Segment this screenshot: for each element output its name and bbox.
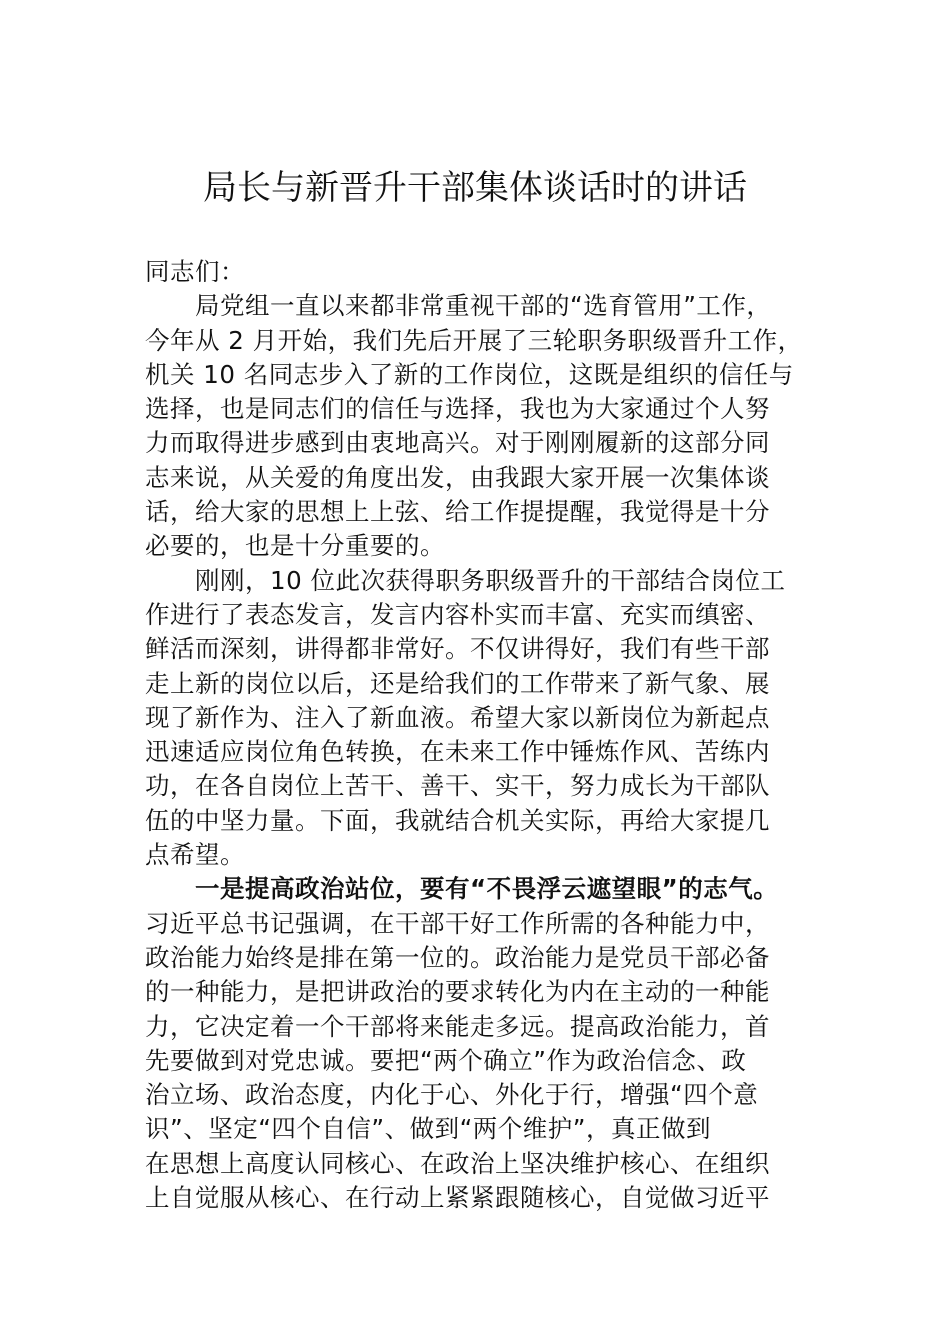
body-line: 鲜活而深刻，讲得都非常好。不仅讲得好，我们有些干部 [145, 634, 770, 664]
body-line: 的一种能力，是把讲政治的要求转化为内在主动的一种能 [145, 977, 770, 1007]
document-title: 局长与新晋升干部集体谈话时的讲话 [203, 168, 747, 208]
body-line: 治立场、政治态度，内化于心、外化于行，增强“四个意 [145, 1080, 759, 1110]
body-line: 政治能力始终是排在第一位的。政治能力是党员干部必备 [145, 942, 770, 972]
body-line: 习近平总书记强调，在干部干好工作所需的各种能力中， [145, 908, 770, 938]
body-line: 必要的，也是十分重要的。 [145, 531, 445, 561]
body-line: 迅速适应岗位角色转换，在未来工作中锤炼作风、苦练内 [145, 737, 770, 767]
body-line: 力，它决定着一个干部将来能走多远。提高政治能力，首 [145, 1011, 770, 1041]
body-line: 先要做到对党忠诚。要把“两个确立”作为政治信念、政 [145, 1045, 747, 1075]
document-body [145, 255, 835, 1215]
section-heading-line: 一是提高政治站位，要有“不畏浮云遮望眼”的志气。 [145, 874, 779, 904]
body-line: 话，给大家的思想上上弦、给工作提提醒，我觉得是十分 [145, 497, 770, 527]
body-line: 伍的中坚力量。下面，我就结合机关实际，再给大家提几 [145, 805, 770, 835]
body-line: 作进行了表态发言，发言内容朴实而丰富、充实而缜密、 [145, 599, 770, 629]
body-line: 走上新的岗位以后，还是给我们的工作带来了新气象、展 [145, 668, 770, 698]
body-line: 机关 10 名同志步入了新的工作岗位，这既是组织的信任与 [145, 359, 794, 389]
body-line: 志来说，从关爱的角度出发，由我跟大家开展一次集体谈 [145, 462, 770, 492]
body-line: 识”、坚定“四个自信”、做到“两个维护”，真正做到 [145, 1114, 711, 1144]
body-line: 刚刚，10 位此次获得职务职级晋升的干部结合岗位工 [145, 565, 786, 595]
body-line: 在思想上高度认同核心、在政治上坚决维护核心、在组织 [145, 1148, 770, 1178]
body-line: 点希望。 [145, 840, 245, 870]
body-line: 同志们： [145, 257, 245, 286]
body-line: 力而取得进步感到由衷地高兴。对于刚刚履新的这部分同 [145, 428, 770, 458]
body-line: 上自觉服从核心、在行动上紧紧跟随核心，自觉做习近平 [145, 1183, 770, 1213]
body-line: 现了新作为、注入了新血液。希望大家以新岗位为新起点 [145, 702, 770, 732]
body-line: 局党组一直以来都非常重视干部的“选育管用”工作， [145, 291, 772, 321]
body-line: 选择，也是同志们的信任与选择，我也为大家通过个人努 [145, 394, 770, 424]
body-line: 今年从 2 月开始，我们先后开展了三轮职务职级晋升工作， [145, 325, 803, 355]
body-line: 功，在各自岗位上苦干、善干、实干，努力成长为干部队 [145, 771, 770, 801]
